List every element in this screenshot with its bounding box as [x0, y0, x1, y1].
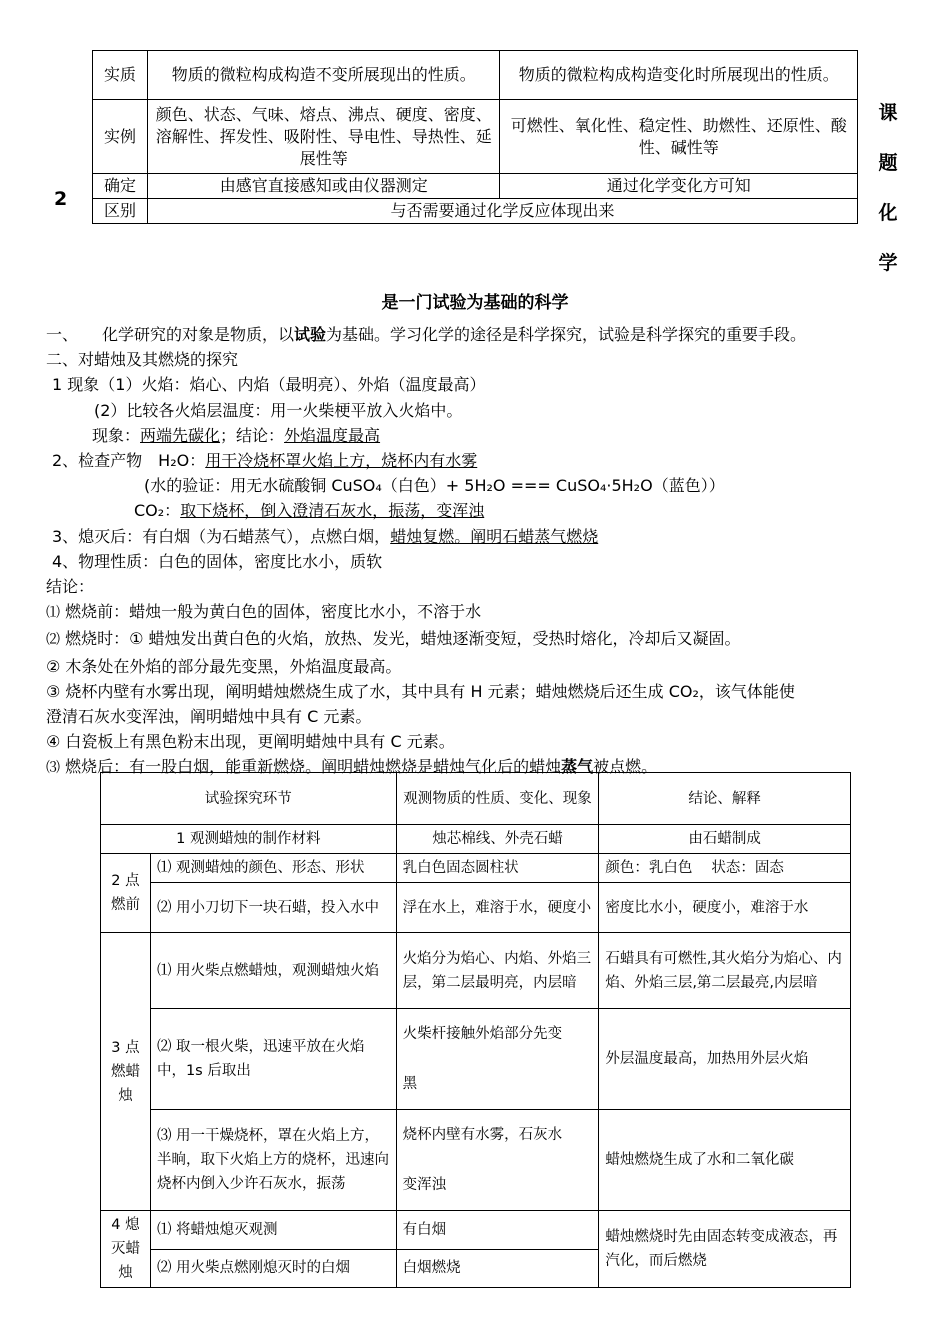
paragraph-line: ③ 烧杯内壁有水雾出现，阐明蜡烛燃烧生成了水，其中具有 H 元素；蜡烛燃烧后还生成 CO₂，该气体能使: [46, 681, 795, 701]
paragraph-line: 2、检查产物 H₂O：用干冷烧杯罩火焰上方，烧杯内有水雾: [52, 451, 478, 471]
table-row: [93, 174, 858, 199]
conclusion-cell: 蜡烛燃烧时先由固态转变成液态，再汽化，而后燃烧: [599, 1211, 851, 1288]
step-cell: ⑵ 用小刀切下一块石蜡，投入水中: [150, 883, 396, 933]
table-row: [101, 883, 851, 933]
table-row: [93, 199, 858, 224]
paragraph-line: (2）比较各火焰层温度：用一火柴梗平放入火焰中。: [94, 400, 463, 420]
row-label-essence: 实质: [93, 51, 148, 100]
header-conclusion: 结论、解释: [599, 773, 851, 825]
physical-examples: 颜色、状态、气味、熔点、沸点、硬度、密度、溶解性、挥发性、吸附性、导电性、导热性、延展性等: [147, 100, 500, 174]
table-row: [101, 1009, 851, 1110]
section-title: 是一门试验为基础的科学: [381, 293, 569, 313]
paragraph-line: ② 木条处在外焰的部分最先变黑，外焰温度最高。: [46, 656, 402, 676]
conclusion-cell: 颜色：乳白色 状态：固态: [599, 854, 851, 883]
observe-cell: 烛芯棉线、外壳石蜡: [396, 825, 599, 854]
vertical-heading: [876, 88, 900, 288]
paragraph-line: 1 现象（1）火焰：焰心、内焰（最明亮）、外焰（温度最高）: [52, 375, 486, 395]
paragraph-line: ⑶ 燃烧后：有一股白烟，能重新燃烧。阐明蜡烛燃烧是蜡烛气化后的蜡烛蒸气被点燃。: [46, 757, 658, 777]
paragraph-line: 4、物理性质：白色的固体，密度比水小，质软: [52, 551, 383, 571]
side-number: 2: [54, 188, 68, 210]
header-step: 试验探究环节: [101, 773, 397, 825]
observe-cell: 火柴杆接触外焰部分先变 黑: [396, 1009, 599, 1110]
experiment-table: [100, 772, 851, 1288]
observe-cell: 浮在水上，难溶于水，硬度小: [396, 883, 599, 933]
paragraph-line: ④ 白瓷板上有黑色粉末出现，更阐明蜡烛中具有 C 元素。: [46, 732, 455, 752]
observe-cell: 烧杯内壁有水雾，石灰水 变浑浊: [396, 1110, 599, 1211]
table-row: [101, 933, 851, 1009]
header-observe: 观测物质的性质、变化、现象: [396, 773, 599, 825]
conclusion-cell: 石蜡具有可燃性,其火焰分为焰心、内焰、外焰三层,第二层最亮,内层暗: [599, 933, 851, 1009]
group-label: 4 熄灭蜡烛: [101, 1211, 151, 1288]
table-header-row: [101, 773, 851, 825]
table-row: [101, 854, 851, 883]
difference-text: 与否需要通过化学反应体现出来: [147, 199, 857, 224]
step-cell: ⑴ 将蜡烛熄灭观测: [150, 1211, 396, 1250]
table-row: [101, 825, 851, 854]
row-label-difference: 区别: [93, 199, 148, 224]
step-cell: ⑴ 用火柴点燃蜡烛，观测蜡烛火焰: [150, 933, 396, 1009]
paragraph-line: 二、对蜡烛及其燃烧的探究: [46, 350, 239, 370]
conclusion-cell: 密度比水小，硬度小，难溶于水: [599, 883, 851, 933]
observe-cell: 乳白色固态圆柱状: [396, 854, 599, 883]
vertical-char: 化: [878, 202, 898, 224]
physical-essence: 物质的微粒构成构造不变所展现出的性质。: [147, 51, 500, 100]
observe-cell: 有白烟: [396, 1211, 599, 1250]
table-row: [93, 51, 858, 100]
paragraph-line: ⑵ 燃烧时：① 蜡烛发出黄白色的火焰，放热、发光，蜡烛逐渐变短，受热时熔化，冷却后又凝固。: [46, 629, 741, 649]
paragraph-line: 结论：: [46, 577, 95, 597]
paragraph-line: 现象：两端先碳化；结论：外焰温度最高: [92, 425, 381, 445]
conclusion-cell: 由石蜡制成: [599, 825, 851, 854]
paragraph-line: 一、 化学研究的对象是物质，以试验为基础。学习化学的途径是科学探究，试验是科学探究的重要手段。: [46, 325, 807, 344]
vertical-char: 学: [878, 252, 898, 274]
paragraph-line: CO₂：取下烧杯，倒入澄清石灰水，振荡，变浑浊: [134, 501, 485, 521]
step-cell: ⑴ 观测蜡烛的颜色、形态、形状: [150, 854, 396, 883]
body-text: [46, 322, 926, 782]
paragraph-line: 3、熄灭后：有白烟（为石蜡蒸气），点燃白烟，蜡烛复燃。阐明石蜡蒸气燃烧: [52, 526, 599, 546]
vertical-char: 题: [878, 152, 898, 174]
group-label: 3 点燃蜡烛: [101, 933, 151, 1211]
observe-cell: 火焰分为焰心、内焰、外焰三层，第二层最明亮，内层暗: [396, 933, 599, 1009]
table-row: [93, 100, 858, 174]
row-label-examples: 实例: [93, 100, 148, 174]
property-comparison-table: [92, 50, 858, 224]
conclusion-cell: 蜡烛燃烧生成了水和二氧化碳: [599, 1110, 851, 1211]
step-cell: ⑶ 用一干燥烧杯，罩在火焰上方，半晌，取下火焰上方的烧杯，迅速向烧杯内倒入少许石灰水，振荡: [150, 1110, 396, 1211]
group-label: 2 点燃前: [101, 854, 151, 933]
step-cell: ⑵ 用火柴点燃刚熄灭时的白烟: [150, 1249, 396, 1288]
step-cell: ⑵ 取一根火柴，迅速平放在火焰中，1s 后取出: [150, 1009, 396, 1110]
physical-determine: 由感官直接感知或由仪器测定: [147, 174, 500, 199]
chemical-determine: 通过化学变化方可知: [500, 174, 858, 199]
paragraph-line: 澄清石灰水变浑浊，阐明蜡烛中具有 C 元素。: [46, 707, 372, 727]
conclusion-cell: 外层温度最高，加热用外层火焰: [599, 1009, 851, 1110]
paragraph-line: ⑴ 燃烧前：蜡烛一般为黄白色的固体，密度比水小，不溶于水: [46, 602, 482, 622]
chemical-examples: 可燃性、氧化性、稳定性、助燃性、还原性、酸性、碱性等: [500, 100, 858, 174]
chemical-essence: 物质的微粒构成构造变化时所展现出的性质。: [500, 51, 858, 100]
step-cell: 1 观测蜡烛的制作材料: [101, 825, 397, 854]
observe-cell: 白烟燃烧: [396, 1249, 599, 1288]
paragraph-line: (水的验证：用无水硫酸铜 CuSO₄（白色）+ 5H₂O === CuSO₄·5H₂O（蓝色））: [144, 476, 725, 496]
vertical-char: 课: [878, 102, 898, 124]
table-row: [101, 1110, 851, 1211]
table-row: [101, 1211, 851, 1250]
row-label-determine: 确定: [93, 174, 148, 199]
